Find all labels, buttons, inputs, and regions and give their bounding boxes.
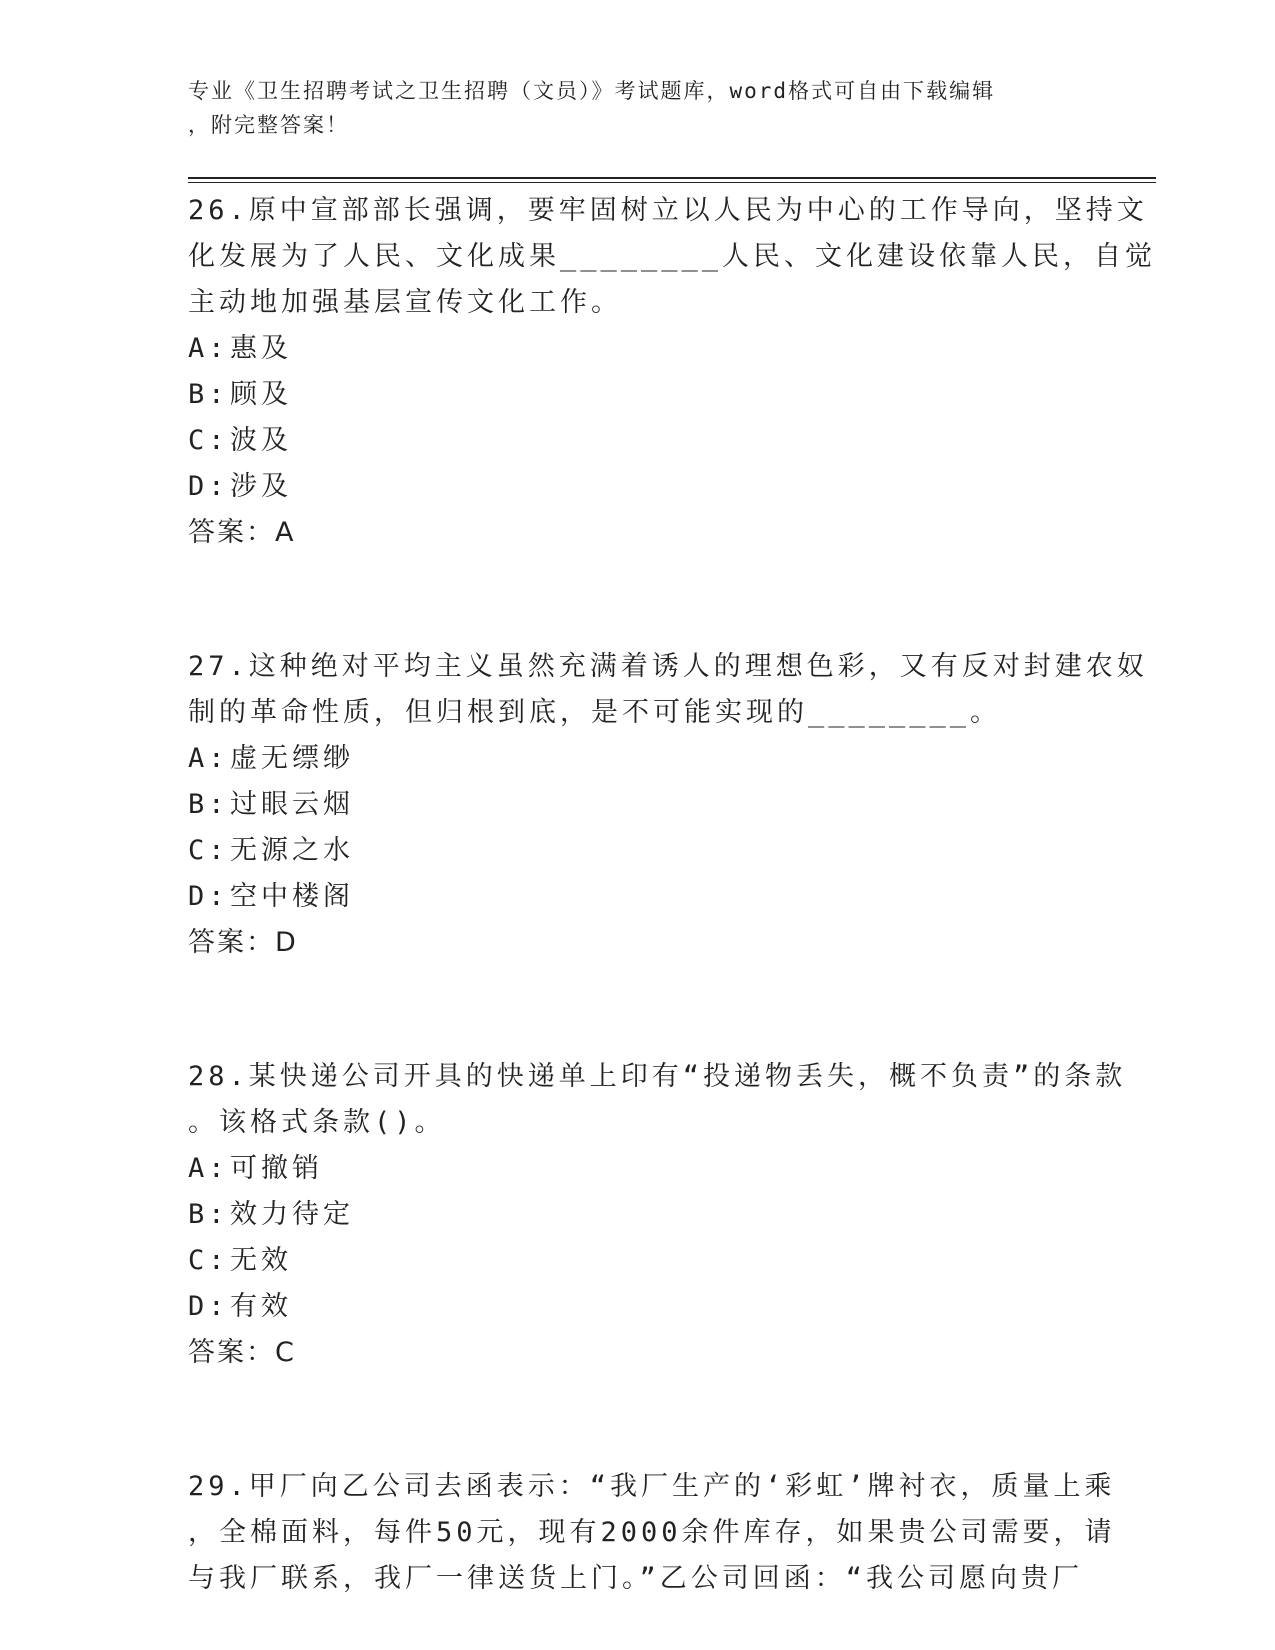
option-text: 虚无缥缈 bbox=[230, 743, 354, 774]
option-c bbox=[188, 418, 1088, 464]
option-letter: D: bbox=[188, 1291, 229, 1322]
option-b bbox=[188, 1192, 1088, 1238]
option-letter: D: bbox=[188, 881, 229, 912]
option-text: 惠及 bbox=[230, 333, 292, 364]
option-text: 过眼云烟 bbox=[230, 789, 354, 820]
answer-line: 答案：A bbox=[188, 517, 296, 548]
spacer bbox=[188, 556, 1088, 644]
question-text-line: 化发展为了人民、文化成果________人民、文化建设依靠人民，自觉 bbox=[188, 241, 1157, 272]
document-header bbox=[188, 74, 1068, 142]
option-text: 无源之水 bbox=[230, 835, 354, 866]
spacer bbox=[188, 1376, 1088, 1464]
option-c bbox=[188, 828, 1088, 874]
question-text-line: 与我厂联系，我厂一律送货上门。”乙公司回函：“我公司愿向贵厂 bbox=[188, 1563, 1084, 1594]
option-a bbox=[188, 736, 1088, 782]
question-list bbox=[188, 188, 1157, 1602]
spacer bbox=[188, 966, 1088, 1054]
option-b bbox=[188, 782, 1088, 828]
header-line-2: ，附完整答案！ bbox=[188, 113, 349, 137]
question-27 bbox=[188, 644, 1148, 966]
option-c bbox=[188, 1238, 1088, 1284]
option-text: 有效 bbox=[230, 1291, 292, 1322]
option-b bbox=[188, 372, 1088, 418]
answer-line: 答案：C bbox=[188, 1337, 296, 1368]
header-divider-thin bbox=[188, 182, 1156, 183]
option-letter: B: bbox=[188, 789, 229, 820]
question-text-line: 29.甲厂向乙公司去函表示：“我厂生产的‘彩虹’牌衬衣，质量上乘 bbox=[188, 1471, 1116, 1502]
question-26 bbox=[188, 188, 1157, 556]
header-divider bbox=[188, 177, 1156, 179]
option-a bbox=[188, 326, 1088, 372]
option-letter: B: bbox=[188, 379, 229, 410]
option-letter: D: bbox=[188, 471, 229, 502]
question-text-line: 27.这种绝对平均主义虽然充满着诱人的理想色彩，又有反对封建农奴 bbox=[188, 651, 1148, 682]
question-text-line: 制的革命性质，但归根到底，是不可能实现的________。 bbox=[188, 697, 1002, 728]
option-letter: C: bbox=[188, 425, 229, 456]
question-text-line: 主动地加强基层宣传文化工作。 bbox=[188, 287, 622, 318]
option-text: 空中楼阁 bbox=[230, 881, 354, 912]
option-letter: A: bbox=[188, 743, 229, 774]
option-text: 可撤销 bbox=[230, 1153, 323, 1184]
option-text: 波及 bbox=[230, 425, 292, 456]
option-d bbox=[188, 874, 1088, 920]
option-letter: C: bbox=[188, 835, 229, 866]
option-letter: A: bbox=[188, 333, 229, 364]
option-letter: C: bbox=[188, 1245, 229, 1276]
question-28 bbox=[188, 1054, 1127, 1376]
option-a bbox=[188, 1146, 1088, 1192]
option-text: 效力待定 bbox=[230, 1199, 354, 1230]
option-text: 涉及 bbox=[230, 471, 292, 502]
option-d bbox=[188, 1284, 1088, 1330]
option-text: 顾及 bbox=[230, 379, 292, 410]
header-line-1: 专业《卫生招聘考试之卫生招聘（文员）》考试题库，word格式可自由下载编辑 bbox=[188, 79, 996, 103]
answer-line: 答案：D bbox=[188, 927, 298, 958]
option-d bbox=[188, 464, 1088, 510]
option-text: 无效 bbox=[230, 1245, 292, 1276]
question-text-line: ，全棉面料，每件50元，现有2000余件库存，如果贵公司需要，请 bbox=[188, 1517, 1116, 1548]
question-text-line: 26.原中宣部部长强调，要牢固树立以人民为中心的工作导向，坚持文 bbox=[188, 195, 1148, 226]
option-letter: A: bbox=[188, 1153, 229, 1184]
question-29 bbox=[188, 1464, 1116, 1602]
option-letter: B: bbox=[188, 1199, 229, 1230]
question-text-line: 。该格式条款()。 bbox=[188, 1107, 446, 1138]
question-text-line: 28.某快递公司开具的快递单上印有“投递物丢失，概不负责”的条款 bbox=[188, 1061, 1127, 1092]
